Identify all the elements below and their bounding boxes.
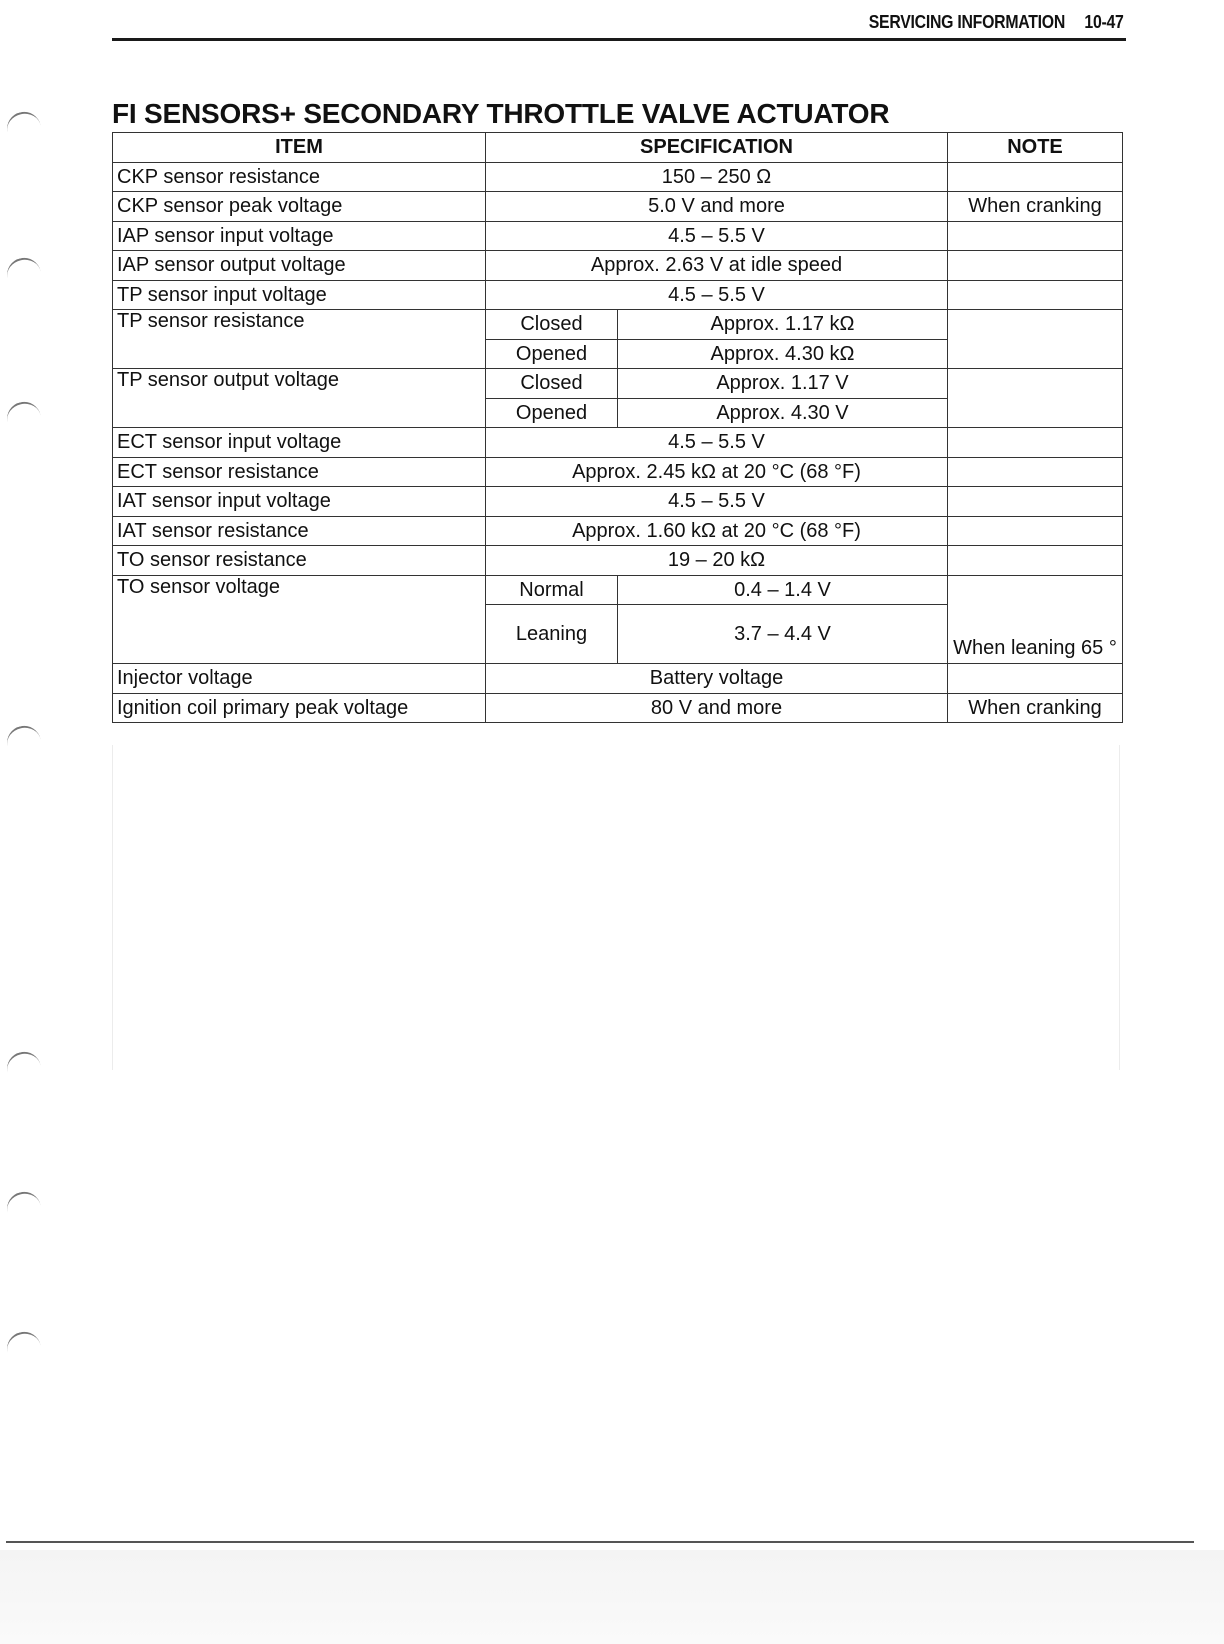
header-text — [850, 12, 1124, 33]
item-cell: IAT sensor input voltage — [113, 487, 486, 517]
note-cell: When leaning 65 ° — [948, 575, 1123, 664]
table-row — [113, 192, 1123, 222]
spec-cell: Approx. 1.60 kΩ at 20 °C (68 °F) — [486, 516, 948, 546]
item-cell: ECT sensor resistance — [113, 457, 486, 487]
condition-cell: Opened — [486, 339, 618, 369]
table-row — [113, 457, 1123, 487]
binder-hole — [4, 1329, 42, 1360]
spec-cell: Approx. 2.63 V at idle speed — [486, 251, 948, 281]
condition-cell: Opened — [486, 398, 618, 428]
spec-cell: 4.5 – 5.5 V — [486, 428, 948, 458]
table-row — [113, 664, 1123, 694]
note-cell — [948, 516, 1123, 546]
condition-cell: Closed — [486, 310, 618, 340]
note-cell — [948, 221, 1123, 251]
note-cell — [948, 428, 1123, 458]
binder-hole — [4, 255, 42, 286]
note-cell — [948, 457, 1123, 487]
spec-cell: Battery voltage — [486, 664, 948, 694]
condition-cell: Closed — [486, 369, 618, 399]
header-specification: SPECIFICATION — [486, 133, 948, 163]
condition-cell: Leaning — [486, 605, 618, 664]
spec-cell: Approx. 1.17 kΩ — [618, 310, 948, 340]
spec-cell: 3.7 – 4.4 V — [618, 605, 948, 664]
table-row — [113, 162, 1123, 192]
binder-hole — [4, 1049, 42, 1080]
binder-hole — [4, 723, 42, 754]
item-cell: Injector voltage — [113, 664, 486, 694]
condition-cell: Normal — [486, 575, 618, 605]
table-row — [113, 575, 1123, 605]
spec-cell: 4.5 – 5.5 V — [486, 280, 948, 310]
page-header — [112, 10, 1126, 41]
item-cell: IAP sensor output voltage — [113, 251, 486, 281]
binder-hole — [4, 399, 42, 430]
spec-cell: 80 V and more — [486, 693, 948, 723]
note-cell — [948, 280, 1123, 310]
table-row — [113, 280, 1123, 310]
section-name: SERVICING INFORMATION — [869, 12, 1066, 32]
header-note: NOTE — [948, 133, 1123, 163]
item-cell: CKP sensor resistance — [113, 162, 486, 192]
item-cell: TP sensor input voltage — [113, 280, 486, 310]
scan-bottom-shadow — [0, 1550, 1224, 1644]
table-row — [113, 487, 1123, 517]
bleed-through-shadow — [112, 745, 1120, 1070]
item-cell: TP sensor output voltage — [113, 369, 486, 428]
item-cell: CKP sensor peak voltage — [113, 192, 486, 222]
binder-hole — [4, 109, 42, 140]
table-row — [113, 693, 1123, 723]
item-cell: TO sensor resistance — [113, 546, 486, 576]
note-cell — [948, 369, 1123, 428]
spec-cell: Approx. 4.30 kΩ — [618, 339, 948, 369]
table-row — [113, 251, 1123, 281]
spec-table — [112, 132, 1123, 723]
spec-cell: 4.5 – 5.5 V — [486, 221, 948, 251]
note-cell — [948, 251, 1123, 281]
section-title: FI SENSORS+ SECONDARY THROTTLE VALVE ACTUATOR — [112, 98, 890, 129]
spec-cell: Approx. 4.30 V — [618, 398, 948, 428]
table-header-row — [113, 133, 1123, 163]
spec-cell: 5.0 V and more — [486, 192, 948, 222]
note-cell — [948, 546, 1123, 576]
table-row — [113, 369, 1123, 399]
item-cell: ECT sensor input voltage — [113, 428, 486, 458]
table-row — [113, 428, 1123, 458]
table-row — [113, 221, 1123, 251]
note-cell — [948, 664, 1123, 694]
page-bottom-line — [6, 1541, 1194, 1543]
table-row — [113, 546, 1123, 576]
spec-cell: 0.4 – 1.4 V — [618, 575, 948, 605]
item-cell: Ignition coil primary peak voltage — [113, 693, 486, 723]
item-cell: IAT sensor resistance — [113, 516, 486, 546]
note-cell: When cranking — [948, 192, 1123, 222]
binder-hole — [4, 1189, 42, 1220]
spec-cell: 150 – 250 Ω — [486, 162, 948, 192]
item-cell: TP sensor resistance — [113, 310, 486, 369]
spec-cell: 4.5 – 5.5 V — [486, 487, 948, 517]
note-cell — [948, 162, 1123, 192]
header-item: ITEM — [113, 133, 486, 163]
spec-cell: Approx. 2.45 kΩ at 20 °C (68 °F) — [486, 457, 948, 487]
item-cell: TO sensor voltage — [113, 575, 486, 664]
spec-cell: Approx. 1.17 V — [618, 369, 948, 399]
note-cell — [948, 310, 1123, 369]
table-row — [113, 516, 1123, 546]
spec-cell: 19 – 20 kΩ — [486, 546, 948, 576]
note-cell — [948, 487, 1123, 517]
note-cell: When cranking — [948, 693, 1123, 723]
item-cell: IAP sensor input voltage — [113, 221, 486, 251]
table-row — [113, 310, 1123, 340]
page-number: 10-47 — [1084, 12, 1124, 32]
